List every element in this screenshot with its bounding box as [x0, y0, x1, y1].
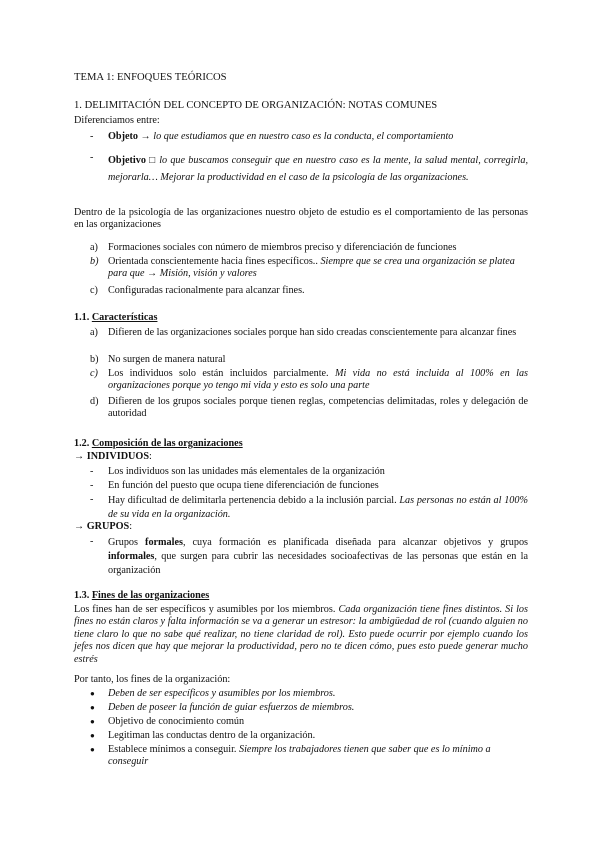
arrow-icon: → — [138, 131, 154, 142]
dash-marker: - — [90, 131, 94, 142]
dash-marker: - — [90, 152, 94, 163]
individuos-label: → INDIVIDUOS: — [74, 451, 152, 462]
objetivo-term: Objetivo — [108, 155, 146, 166]
grupos-label: → GRUPOS: — [74, 521, 133, 532]
section-1-3-heading: 1.3. Fines de las organizaciones — [74, 590, 210, 601]
box-icon: □ — [145, 155, 160, 166]
bullet-icon: ● — [90, 717, 95, 726]
section-1-paragraph: Dentro de la psicología de las organizaciones nuestro objeto de estudio es el comportamiento de las personas en las organizaciones — [74, 207, 528, 231]
section-1-heading: 1. DELIMITACIÓN DEL CONCEPTO DE ORGANIZACIÓN: NOTAS COMUNES — [74, 100, 438, 111]
por-tanto-text: Por tanto, los fines de la organización: — [74, 674, 231, 685]
objetivo-text: lo que buscamos conseguir que en nuestro caso es la mente, la salud mental, corregirla, mejorarla… Mejorar la productividad en el caso de la psicología de las organizaciones. — [108, 155, 529, 183]
section-1-2-heading: 1.2. Composición de las organizaciones — [74, 438, 243, 449]
section-1-3-paragraph: Los fines han de ser específicos y asumibles por los miembros. Cada organización tiene fines distintos. Si los fines no están claros y falta información se va a generar un estresor: la ambigüedad de rol (cuando alguien no tiene claro lo que no sabe qué realizar, no tiene claridad de rol). Esto puede ocurrir por ejemplo cuando los jefes nos dicen que hay que mejorar la productividad, pero no te dicen cómo, pues esto puede generar mucho estrés — [74, 604, 528, 665]
document-title: TEMA 1: ENFOQUES TEÓRICOS — [74, 72, 227, 83]
arrow-icon: → — [74, 521, 87, 532]
bullet-icon: ● — [90, 689, 95, 698]
objeto-text: lo que estudiamos que en nuestro caso es la conducta, el comportamiento — [153, 131, 454, 142]
bullet-icon: ● — [90, 703, 95, 712]
bullet-icon: ● — [90, 745, 95, 754]
section-1-1-heading: 1.1. Características — [74, 312, 158, 323]
arrow-icon: → — [74, 451, 87, 462]
bullet-icon: ● — [90, 731, 95, 740]
objeto-term: Objeto — [108, 131, 138, 142]
section-1-intro: Diferenciamos entre: — [74, 115, 160, 126]
